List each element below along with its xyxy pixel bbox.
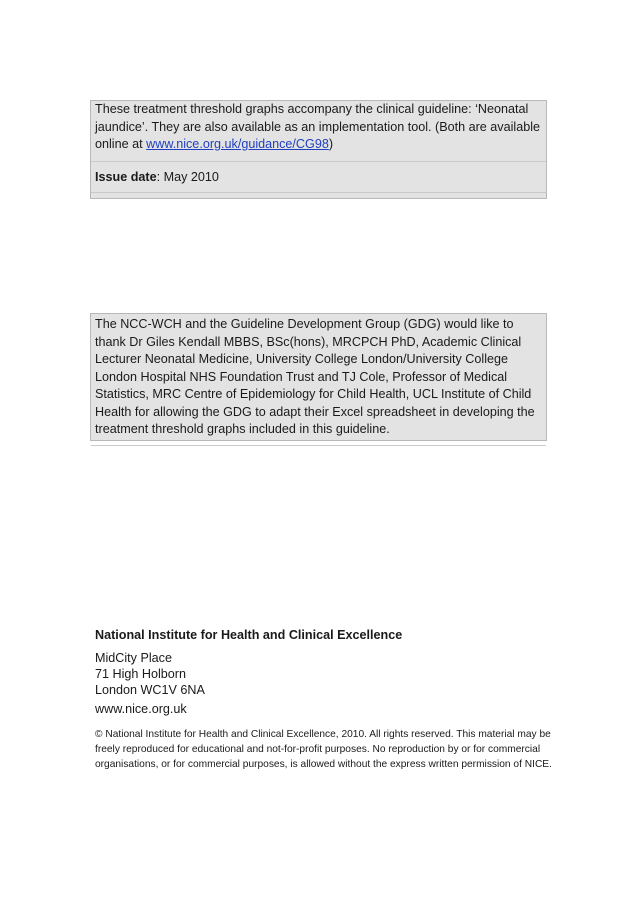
- issue-date-label: Issue date: [95, 169, 157, 184]
- issue-date: [91, 162, 546, 194]
- address-line: London WC1V 6NA: [95, 683, 205, 697]
- guideline-description: [91, 101, 546, 162]
- description-text: These treatment threshold graphs accompany the clinical guideline: ‘Neonatal jaundice’. They are also available as an implementation tool. (Both are available online at: [95, 102, 541, 151]
- guideline-info-box: [90, 100, 547, 199]
- address-line: 71 High Holborn: [95, 667, 187, 681]
- guidance-link[interactable]: www.nice.org.uk/guidance/CG98: [146, 137, 329, 151]
- issue-date-value: : May 2010: [156, 169, 219, 184]
- description-close-paren: ): [328, 137, 334, 151]
- address-line: MidCity Place: [95, 651, 172, 665]
- website: www.nice.org.uk: [95, 702, 187, 716]
- address: [95, 650, 555, 698]
- acknowledgement-text: The NCC-WCH and the Guideline Development Group (GDG) would like to thank Dr Giles Kendall MBBS, BSc(hons), MRCPCH PhD, Academic Clinical Lecturer Neonatal Medicine, University College London/University College London Hospital NHS Foundation Trust and TJ Cole, Professor of Medical Statistics, MRC Centre of Epidemiology for Child Health, UCL Institute of Child Health for allowing the GDG to adapt their Excel spreadsheet in developing the treatment threshold graphs included in this guideline.: [91, 314, 546, 446]
- org-name: National Institute for Health and Clinical Excellence: [95, 628, 403, 642]
- acknowledgement-box: [90, 313, 547, 441]
- copyright-notice: © National Institute for Health and Clinical Excellence, 2010. All rights reserved. This material may be freely reproduced for educational and not-for-profit purposes. No reproduction by or for commercial organisations, or for commercial purposes, is allowed without the express written permission of NICE.: [95, 729, 552, 770]
